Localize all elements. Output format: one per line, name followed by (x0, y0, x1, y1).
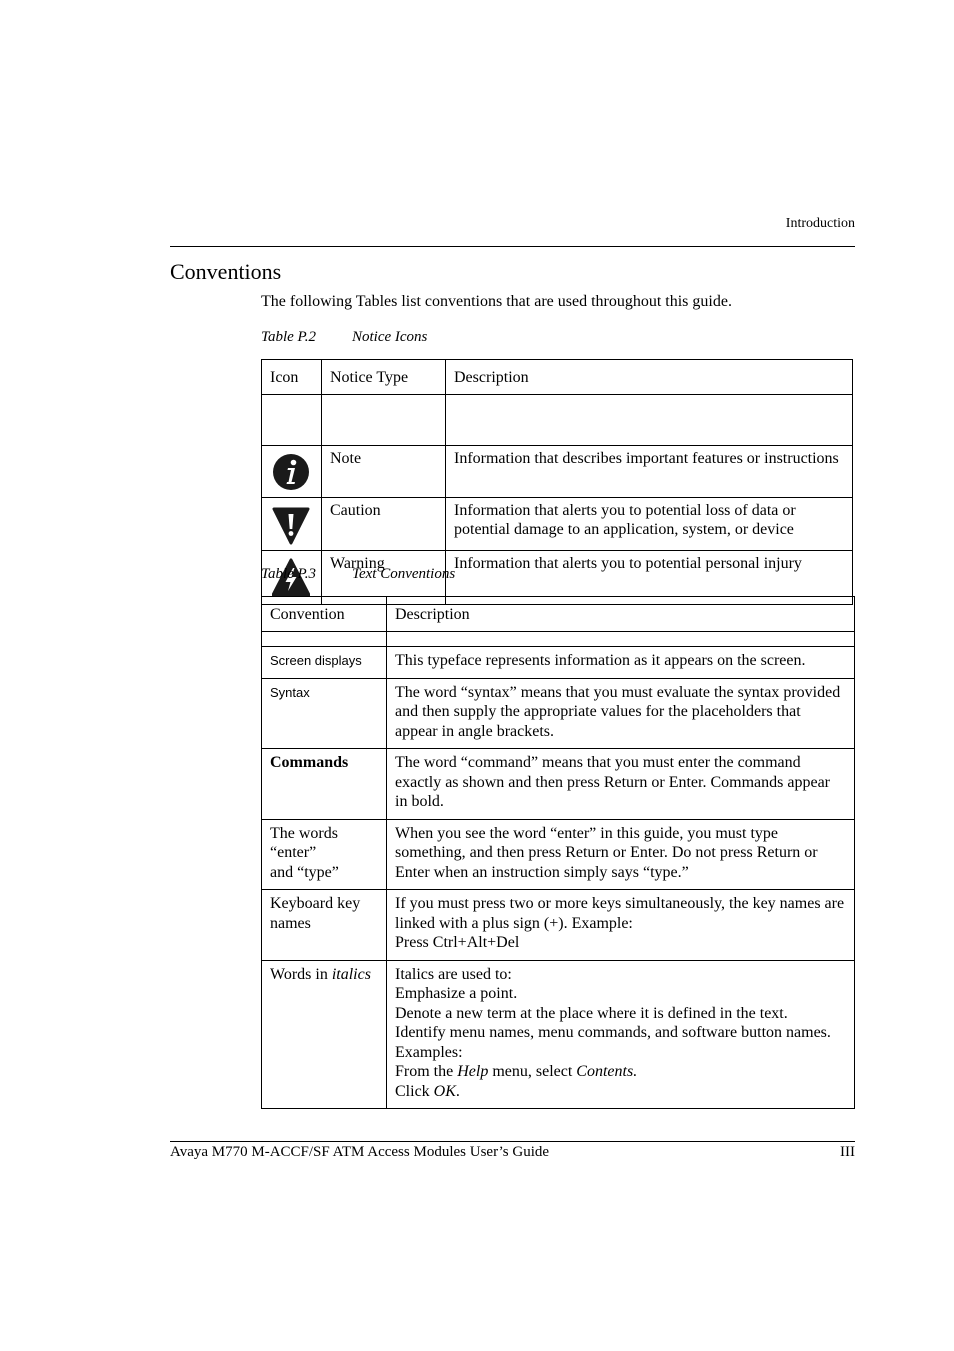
footer-rule (170, 1141, 855, 1142)
convention-prefix: Words in (270, 965, 332, 983)
notice-description: Information that alerts you to potential personal injury (446, 551, 853, 605)
text-table-caption (261, 566, 455, 583)
info-icon (262, 446, 322, 498)
caption-number: Table P.3 (261, 566, 317, 582)
header-rule (170, 246, 855, 247)
description-cell: The word “command” means that you must enter the command exactly as shown and then press Return or Enter. Commands appear in bold. (387, 749, 855, 820)
example-text: menu, select (488, 1063, 577, 1080)
footer-title: Avaya M770 M-ACCF/SF ATM Access Modules User’s Guide (170, 1144, 550, 1160)
example-text: From the (395, 1063, 458, 1080)
table-row (262, 647, 855, 679)
convention-cell (262, 960, 387, 1109)
description-cell (387, 960, 855, 1109)
footer (170, 1144, 855, 1161)
description-line: Press Ctrl+Alt+Del (395, 934, 520, 951)
convention-line: The words (270, 824, 338, 842)
convention-cell: Syntax (262, 678, 387, 749)
notice-type: Note (322, 446, 446, 498)
notice-table-caption (261, 329, 427, 346)
example-line (395, 1062, 846, 1082)
intro-paragraph: The following Tables list conventions that are used throughout this guide. (261, 293, 732, 310)
example-text: . (455, 1082, 460, 1100)
convention-line: and “type” (270, 863, 339, 881)
convention-cell (262, 819, 387, 890)
convention-cell: Screen displays (262, 647, 387, 679)
example-text: Click (395, 1082, 434, 1100)
description-cell (387, 890, 855, 961)
description-line: Denote a new term at the place where it is defined in the text. (395, 1004, 788, 1022)
table-row (262, 960, 855, 1109)
example-italic: OK (433, 1082, 456, 1100)
notice-type: Caution (322, 497, 446, 551)
column-header: Icon (262, 360, 322, 395)
notice-description: Information that alerts you to potential loss of data or potential damage to an application, system, or device (446, 497, 853, 551)
column-header: Description (387, 597, 855, 632)
example-line (395, 1082, 846, 1102)
running-header: Introduction (785, 216, 855, 231)
example-italic: Contents. (576, 1063, 638, 1080)
table-row (262, 497, 853, 551)
notice-description: Information that describes important features or instructions (446, 446, 853, 498)
caption-title: Text Conventions (352, 566, 456, 582)
table-row (262, 446, 853, 498)
description-cell: When you see the word “enter” in this guide, you must type something, and then press Return or Enter. Do not press Return or Enter when an instruction simply says “type.” (387, 819, 855, 890)
page-title: Conventions (170, 259, 282, 284)
column-header: Convention (262, 597, 387, 632)
table-row (262, 890, 855, 961)
table-row (262, 749, 855, 820)
column-header: Description (446, 360, 853, 395)
convention-cell: Commands (262, 749, 387, 820)
table-row (262, 678, 855, 749)
description-cell: The word “syntax” means that you must evaluate the syntax provided and then supply the appropriate values for the placeholders that appear in angle brackets. (387, 678, 855, 749)
description-line: Emphasize a point. (395, 985, 518, 1002)
description-cell: This typeface represents information as it appears on the screen. (387, 647, 855, 679)
caption-title: Notice Icons (352, 329, 428, 345)
description-line: If you must press two or more keys simultaneously, the key names are linked with a plus sign (+). Example: (395, 895, 845, 932)
description-line: Italics are used to: (395, 965, 512, 983)
example-italic: Help (457, 1063, 489, 1080)
caption-number: Table P.2 (261, 329, 317, 345)
convention-line: “enter” (270, 844, 317, 861)
convention-cell: Keyboard key names (262, 890, 387, 961)
description-line: Identify menu names, menu commands, and software button names. Examples: (395, 1024, 831, 1061)
page-number: III (840, 1144, 855, 1160)
column-header: Notice Type (322, 360, 446, 395)
notice-type: Warning (322, 551, 446, 605)
text-conventions-table (261, 596, 855, 1109)
convention-italic: italics (331, 965, 371, 983)
table-row (262, 819, 855, 890)
caution-icon (262, 497, 322, 551)
